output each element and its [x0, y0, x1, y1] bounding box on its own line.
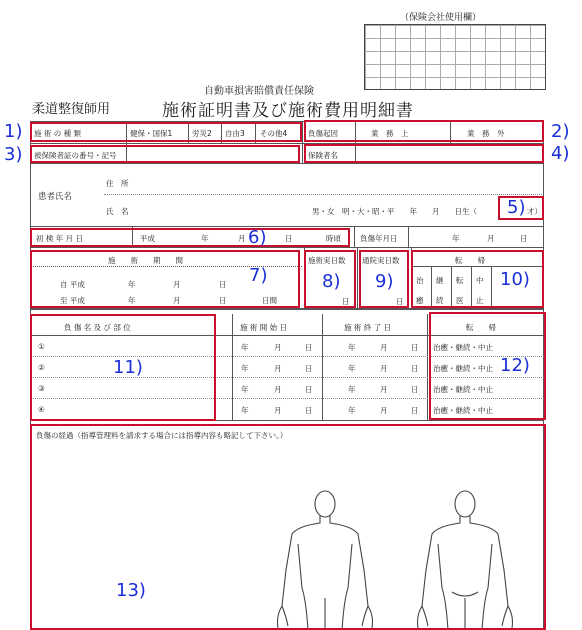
insured-number-label: 被保険者証の番号・記号: [34, 151, 117, 160]
insurer-use-label: （保険会社使用欄）: [400, 13, 482, 23]
actual-days-unit: 日: [342, 297, 350, 306]
end-month: 月: [380, 406, 388, 415]
end-day: 日: [411, 343, 419, 352]
highlight-box-2: [304, 120, 544, 142]
progress-label: 負傷の経過（指導管理料を請求する場合には指導内容も略記して下さい。）: [36, 431, 288, 440]
highlight-box-6: [30, 228, 350, 247]
injury-row-4-marker: ④: [38, 405, 45, 414]
highlight-box-1: [30, 122, 302, 142]
injury-outcome-options[interactable]: 治癒・継続・中止: [433, 406, 493, 415]
patient-fullname-label: 氏 名: [106, 207, 129, 216]
annotation-8: 8): [322, 271, 341, 292]
period-from-label: 自 平成: [60, 280, 85, 289]
start-year: 年: [241, 343, 249, 352]
injury-outcome-options[interactable]: 治癒・継続・中止: [433, 385, 493, 394]
treatment-option-2[interactable]: 労災2: [192, 129, 212, 138]
end-day: 日: [411, 385, 419, 394]
injury-cause-label: 負傷起因: [308, 129, 338, 138]
insured-name-label: 保険者名: [308, 151, 338, 160]
injury-row-2-marker: ②: [38, 363, 45, 372]
patient-name-label: 患者氏名: [38, 192, 73, 202]
period-to-year: 年: [128, 296, 136, 305]
actual-days-label: 施術実日数: [308, 256, 346, 265]
outcome-cont-top: 継: [436, 276, 444, 285]
injury-date-label: 負傷年月日: [360, 234, 398, 243]
first-exam-label: 初 検 年 月 日: [36, 234, 84, 243]
end-month: 月: [380, 343, 388, 352]
annotation-13: 13): [116, 580, 146, 601]
end-date-header: 施 術 終 了 日: [344, 323, 392, 332]
injury-row-3-marker: ③: [38, 384, 45, 393]
outcome-transfer-bottom: 医: [456, 296, 464, 305]
first-exam-month: 月: [238, 234, 246, 243]
period-days: 日間: [262, 296, 277, 305]
period-to-day: 日: [219, 296, 227, 305]
period-to-label: 至 平成: [60, 296, 85, 305]
visit-days-unit: 日: [396, 297, 404, 306]
annotation-3: 3): [4, 144, 23, 165]
end-day: 日: [411, 364, 419, 373]
treatment-type-label: 施 術 の 種 類: [34, 129, 82, 138]
visit-days-label: 通院実日数: [362, 256, 400, 265]
injury-outcome-header: 転 帰: [466, 323, 496, 332]
first-exam-time: 時頃: [326, 234, 341, 243]
annotation-2: 2): [551, 121, 570, 142]
start-year: 年: [241, 364, 249, 373]
outcome-stop-top: 中: [476, 276, 484, 285]
injury-outcome-options[interactable]: 治癒・継続・中止: [433, 343, 493, 352]
start-month: 月: [274, 406, 282, 415]
end-year: 年: [348, 343, 356, 352]
end-day: 日: [411, 406, 419, 415]
injury-cause-work[interactable]: 業 務 上: [371, 129, 409, 138]
start-day: 日: [305, 406, 313, 415]
annotation-5: 5): [507, 197, 526, 218]
period-to-month: 月: [173, 296, 181, 305]
outcome-stop-bottom: 止: [476, 296, 484, 305]
law-title: 自動車損害賠償責任保険: [204, 86, 314, 97]
injury-name-header: 負 傷 名 及 び 部 位: [64, 323, 131, 332]
start-month: 月: [274, 364, 282, 373]
insurer-use-grid: [364, 24, 546, 90]
start-date-header: 施 術 開 始 日: [240, 323, 288, 332]
end-month: 月: [380, 364, 388, 373]
outcome-header: 転 帰: [455, 256, 485, 265]
first-exam-heisei: 平成: [140, 234, 155, 243]
annotation-6: 6): [248, 227, 267, 248]
injury-date-day: 日: [520, 234, 528, 243]
outcome-transfer-top: 転: [456, 276, 464, 285]
annotation-10: 10): [500, 269, 530, 290]
injury-cause-nonwork[interactable]: 業 務 外: [467, 129, 505, 138]
start-day: 日: [305, 343, 313, 352]
annotation-7: 7): [249, 265, 268, 286]
end-year: 年: [348, 385, 356, 394]
first-exam-day: 日: [285, 234, 293, 243]
practitioner-label: 柔道整復師用: [32, 102, 111, 117]
start-day: 日: [305, 364, 313, 373]
injury-date-year: 年: [452, 234, 460, 243]
annotation-12: 12): [500, 355, 530, 376]
start-month: 月: [274, 343, 282, 352]
highlight-box-4: [304, 144, 544, 163]
treatment-option-1[interactable]: 健保・国保1: [130, 129, 173, 138]
injury-outcome-options[interactable]: 治癒・継続・中止: [433, 364, 493, 373]
end-month: 月: [380, 385, 388, 394]
patient-sex-birthdate: 男・女 明・大・昭・平 年 月 日生（: [312, 207, 477, 216]
end-year: 年: [348, 406, 356, 415]
start-day: 日: [305, 385, 313, 394]
start-month: 月: [274, 385, 282, 394]
annotation-9: 9): [375, 271, 394, 292]
period-from-month: 月: [173, 280, 181, 289]
start-year: 年: [241, 385, 249, 394]
annotation-4: 4): [551, 143, 570, 164]
treatment-option-4[interactable]: その他4: [260, 129, 288, 138]
patient-age-suffix: 才）: [527, 207, 542, 216]
outcome-cured-top: 治: [416, 276, 424, 285]
highlight-box-3: [30, 145, 300, 163]
first-exam-year: 年: [201, 234, 209, 243]
injury-row-1-marker: ①: [38, 342, 45, 351]
end-year: 年: [348, 364, 356, 373]
annotation-11: 11): [113, 357, 143, 378]
outcome-cured-bottom: 癒: [416, 296, 424, 305]
period-header: 施 術 期 間: [108, 256, 183, 265]
treatment-option-3[interactable]: 自由3: [225, 129, 245, 138]
injury-date-month: 月: [487, 234, 495, 243]
outcome-cont-bottom: 続: [436, 296, 444, 305]
period-from-year: 年: [128, 280, 136, 289]
period-from-day: 日: [219, 280, 227, 289]
annotation-1: 1): [4, 121, 23, 142]
highlight-box-13: [30, 424, 546, 630]
start-year: 年: [241, 406, 249, 415]
patient-address-label: 住 所: [106, 179, 129, 188]
page-title: 施術証明書及び施術費用明細書: [162, 101, 414, 121]
